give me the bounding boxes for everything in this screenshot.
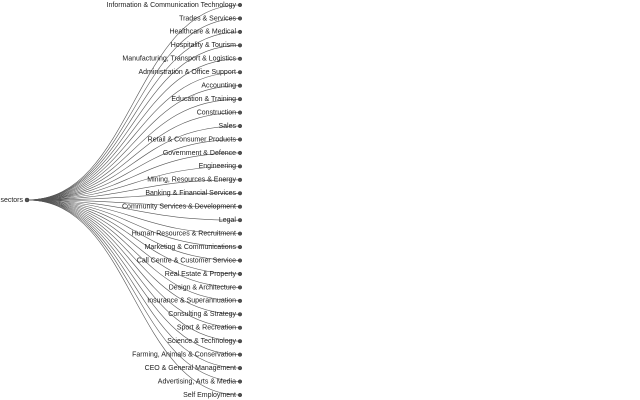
leaf-node-group	[145, 190, 241, 197]
leaf-node[interactable]	[238, 353, 242, 357]
leaf-node[interactable]	[238, 366, 242, 370]
leaf-label: Self Employment	[183, 391, 236, 399]
leaf-label: Community Services & Development	[122, 203, 236, 211]
leaf-node-group	[168, 311, 242, 318]
root-node[interactable]	[25, 198, 29, 202]
leaf-node-group	[137, 257, 242, 264]
leaf-node-group	[171, 42, 242, 49]
leaf-label: Accounting	[201, 82, 236, 90]
leaf-node-group	[218, 123, 241, 130]
leaf-label: Marketing & Communications	[144, 243, 236, 251]
leaf-label: Banking & Financial Services	[145, 190, 236, 198]
leaf-label: Call Centre & Customer Service	[136, 257, 236, 265]
leaf-node[interactable]	[238, 191, 242, 195]
leaf-label: Information & Communication Technology	[106, 1, 236, 9]
leaf-node-group	[122, 204, 242, 211]
leaf-label: Construction	[196, 109, 236, 117]
leaf-node[interactable]	[238, 299, 242, 303]
leaf-node[interactable]	[238, 57, 242, 61]
leaf-node[interactable]	[238, 272, 242, 276]
leaf-node[interactable]	[238, 232, 242, 236]
leaf-node-group	[199, 163, 242, 170]
leaf-node-group	[147, 298, 242, 305]
leaf-label: Mining, Resources & Energy	[147, 176, 236, 184]
leaf-node[interactable]	[238, 124, 242, 128]
leaf-node-group	[148, 136, 242, 143]
leaf-node-group	[171, 96, 241, 103]
leaf-node-group	[132, 230, 242, 237]
leaf-node-group	[177, 325, 242, 332]
leaf-node[interactable]	[238, 70, 242, 74]
leaf-label: Healthcare & Medical	[169, 28, 236, 36]
leaf-label: Hospitality & Tourism	[170, 42, 236, 50]
leaf-node[interactable]	[238, 84, 242, 88]
leaf-node-group	[165, 271, 242, 278]
leaf-node[interactable]	[238, 97, 242, 101]
leaf-node-group	[183, 392, 242, 399]
leaf-node-group	[201, 83, 241, 90]
leaf-label: Design & Architecture	[168, 284, 236, 292]
leaf-label: CEO & General Management	[144, 364, 236, 372]
leaf-node[interactable]	[238, 178, 242, 182]
leaf-node[interactable]	[238, 380, 242, 384]
leaf-label: Government & Defence	[162, 149, 236, 157]
leaf-node-group	[169, 284, 242, 291]
leaf-label: Human Resources & Recruitment	[131, 230, 236, 238]
leaf-node[interactable]	[238, 30, 242, 34]
leaf-node-group	[219, 217, 242, 224]
leaf-label: Science & Technology	[167, 338, 236, 346]
leaf-node-group	[158, 378, 242, 385]
leaf-node[interactable]	[238, 17, 242, 21]
leaf-node[interactable]	[238, 138, 242, 142]
leaf-label: Administration & Office Support	[138, 69, 236, 77]
leaf-node-group	[145, 365, 242, 372]
leaf-node-group	[145, 244, 242, 251]
leaf-node-group	[122, 56, 241, 63]
leaf-node[interactable]	[238, 218, 242, 222]
leaf-label: Advertising, Arts & Media	[157, 378, 236, 386]
leaf-label: Consulting & Strategy	[168, 311, 236, 319]
leaf-node[interactable]	[238, 44, 242, 48]
root-node-group	[0, 197, 29, 204]
leaf-node[interactable]	[238, 259, 242, 263]
leaf-label: Sport & Recreation	[176, 324, 236, 332]
leaf-node[interactable]	[238, 393, 242, 397]
leaf-node[interactable]	[238, 151, 242, 155]
leaf-node-group	[197, 109, 242, 116]
leaf-node[interactable]	[238, 3, 242, 7]
leaf-label: Sales	[218, 122, 236, 130]
tree-leaves	[107, 2, 242, 399]
leaf-label: Manufacturing, Transport & Logistics	[122, 55, 236, 63]
leaf-node-group	[138, 69, 241, 76]
leaf-label: Retail & Consumer Products	[147, 136, 236, 144]
leaf-label: Legal	[218, 217, 236, 225]
leaf-node[interactable]	[238, 286, 242, 290]
leaf-node[interactable]	[238, 165, 242, 169]
root-label: sectors	[0, 196, 23, 204]
leaf-label: Insurance & Superannuation	[147, 297, 236, 305]
leaf-node-group	[167, 338, 242, 345]
leaf-node[interactable]	[238, 313, 242, 317]
leaf-label: Real Estate & Property	[164, 270, 236, 278]
leaf-node-group	[179, 15, 242, 22]
leaf-node-group	[107, 2, 242, 9]
leaf-node[interactable]	[238, 339, 242, 343]
leaf-node[interactable]	[238, 111, 242, 115]
leaf-node[interactable]	[238, 245, 242, 249]
tree-links	[27, 5, 240, 395]
leaf-label: Engineering	[198, 163, 236, 171]
leaf-label: Education & Training	[171, 95, 236, 103]
leaf-label: Trades & Services	[179, 15, 236, 23]
leaf-label: Farming, Animals & Conservation	[132, 351, 236, 359]
leaf-node-group	[147, 177, 242, 184]
leaf-node[interactable]	[238, 326, 242, 330]
leaf-node-group	[163, 150, 242, 157]
leaf-node-group	[132, 351, 242, 358]
leaf-node[interactable]	[238, 205, 242, 209]
leaf-node-group	[169, 29, 241, 36]
